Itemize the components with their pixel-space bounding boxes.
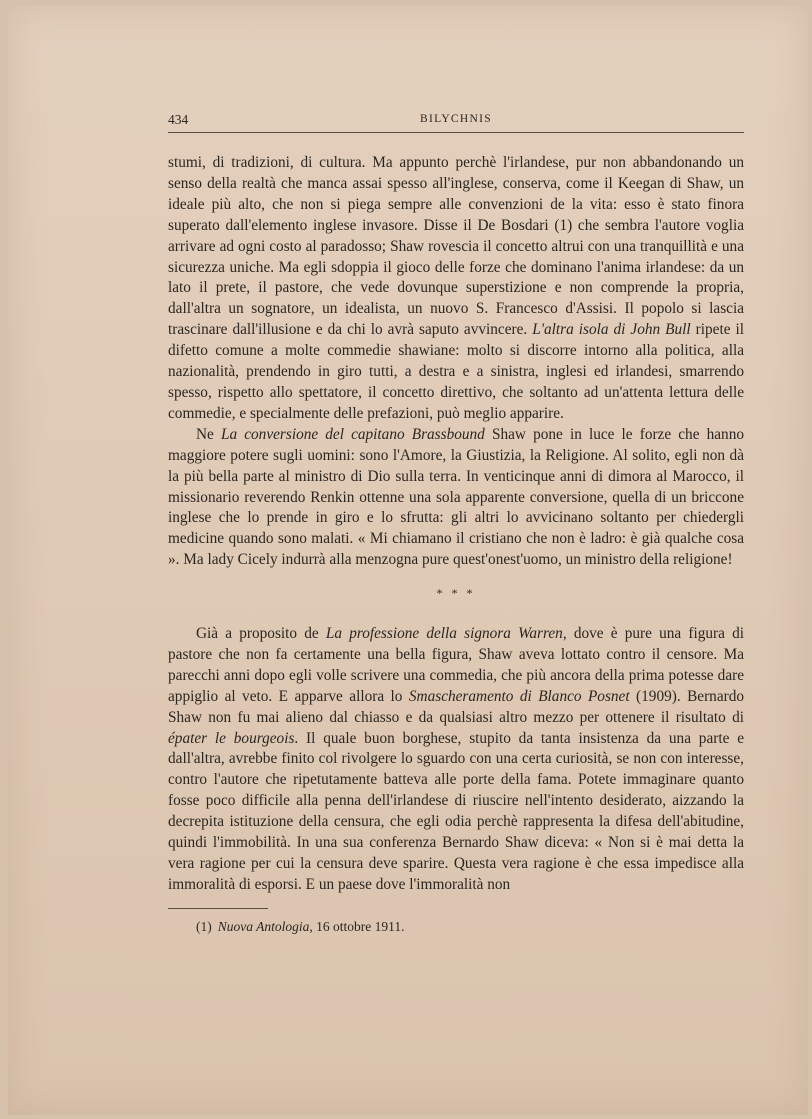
paragraph-3-mid-2: (1909). Bernardo Shaw non fu mai alieno dal chiasso e da qualsiasi altro mezzo per ottenere il risultato di [168, 687, 745, 726]
work-title-john-bull: L'altra isola di John Bull [532, 321, 691, 339]
footnote-detail: , 16 ottobre 1911. [309, 918, 405, 934]
journal-title: BILYCHNIS [420, 113, 492, 125]
paper-sheet [8, 6, 808, 1115]
paragraph-2-start: Ne [196, 425, 221, 443]
phrase-epater: épater le bourgeois [168, 729, 295, 747]
paragraph-3-start: Già a proposito de [196, 625, 326, 643]
footnote-rule [168, 908, 268, 909]
paragraph-1-text: stumi, di tradizioni, di cultura. Ma appunto perchè l'irlandese, pur non abbandonando un senso della realtà che manca assai spesso all'inglese, conserva, come il Keegan di Shaw, un ideale più alto, che non si piega sempre alle convenzioni de la vita: esso è stato finora superato dall'elemento inglese invasore. Disse il De Bosdari (1) che sembra l'autore voglia arrivare ad ogni costo al paradosso; Shaw rovescia il concetto altrui con una tranquillità e una sicurezza uniche. Ma egli sdoppia il gioco delle forze che dominano l'anima irlandese: da un lato il prete, il pastore, che vede dovunque superstizione e non comprende la propria, dall'altra un sognatore, un idealista, un nuovo S. Francesco d'Assisi. Il popolo si lascia trascinare dall'illusione e da chi lo avrà saputo avvincere. [168, 154, 744, 339]
footnote-source: Nuova Antologia [217, 918, 310, 934]
work-title-warren: La professione della signora Warren [325, 625, 563, 643]
paragraph-1 [168, 153, 744, 425]
paragraph-3-end: . Il quale buon borghese, stupito da tanta insistenza da una parte e dall'altra, avrebbe finito col rivolgere lo sguardo con una certa curiosità, se non con interesse, contro l'autore che ripetutamente batteva alle porte della fama. Potete immaginare quanto fosse poco difficile alla penna dell'irlandese di riuscire nell'intento desiderato, aizzando la decrepita istituzione della censura, che egli odia perchè rappresenta la difesa dell'abitudine, quindi l'immobilità. In una sua conferenza Bernardo Shaw diceva: « Non si è mai detta la vera ragione per cui la censura deve sparire. Questa vera ragione è che essa impedisce alla immoralità di esporsi. E un paese dove l'immoralità non [168, 729, 744, 893]
article-body [168, 153, 744, 896]
section-asterism: * * * [436, 586, 476, 601]
footnote [196, 919, 744, 935]
paragraph-2-end: Shaw pone in luce le forze che hanno maggiore potere sugli uomini: sono l'Amore, la Giustizia, la Religione. Al solito, egli non dà la più bella parte al ministro di Dio sulla terra. In venticinque anni di dimora al Marocco, il missionario reverendo Renkin ottenne una sola apparente conversione, quella di un briccone inglese che lo prende in giro e lo sfrutta: gli altri lo avvicinano soltanto per chiedergli medicine quando sono malati. « Mi chiamano il cristiano che non è ladro: è già qualche cosa ». Ma lady Cicely indurrà alla menzogna pure quest'onest'uomo, un ministro della religione! [168, 425, 744, 569]
running-head [168, 110, 744, 133]
footnote-mark: (1) [196, 918, 212, 934]
book-page [168, 110, 744, 935]
paragraph-2 [168, 425, 744, 571]
paragraph-3 [168, 624, 744, 896]
paragraph-1-end: ripete il difetto comune a molte commedie shawiane: molto si discorre intorno alla politica, alla nazionalità, prendendo in giro tutti, a destra e a sinistra, inglesi ed irlandesi, smarrendo spesso, rispetto allo spettatore, il concetto direttivo, che soltanto ad un'attenta lettura delle commedie, e specialmente delle prefazioni, può meglio apparire. [168, 321, 744, 422]
work-title-posnet: Smascheramento di Blanco Posnet [408, 687, 630, 705]
paragraph-3-mid-1: , dove è pure una figura di pastore che non fa certamente una bella figura, Shaw aveva lottato contro il censore. Ma parecchi anni dopo egli volle scrivere una commedia, che più ancora della prima potesse dare appiglio al veto. E apparve allora lo [168, 625, 745, 705]
page-number: 434 [168, 112, 189, 127]
work-title-brassbound: La conversione del capitano Brassbound [220, 425, 485, 443]
